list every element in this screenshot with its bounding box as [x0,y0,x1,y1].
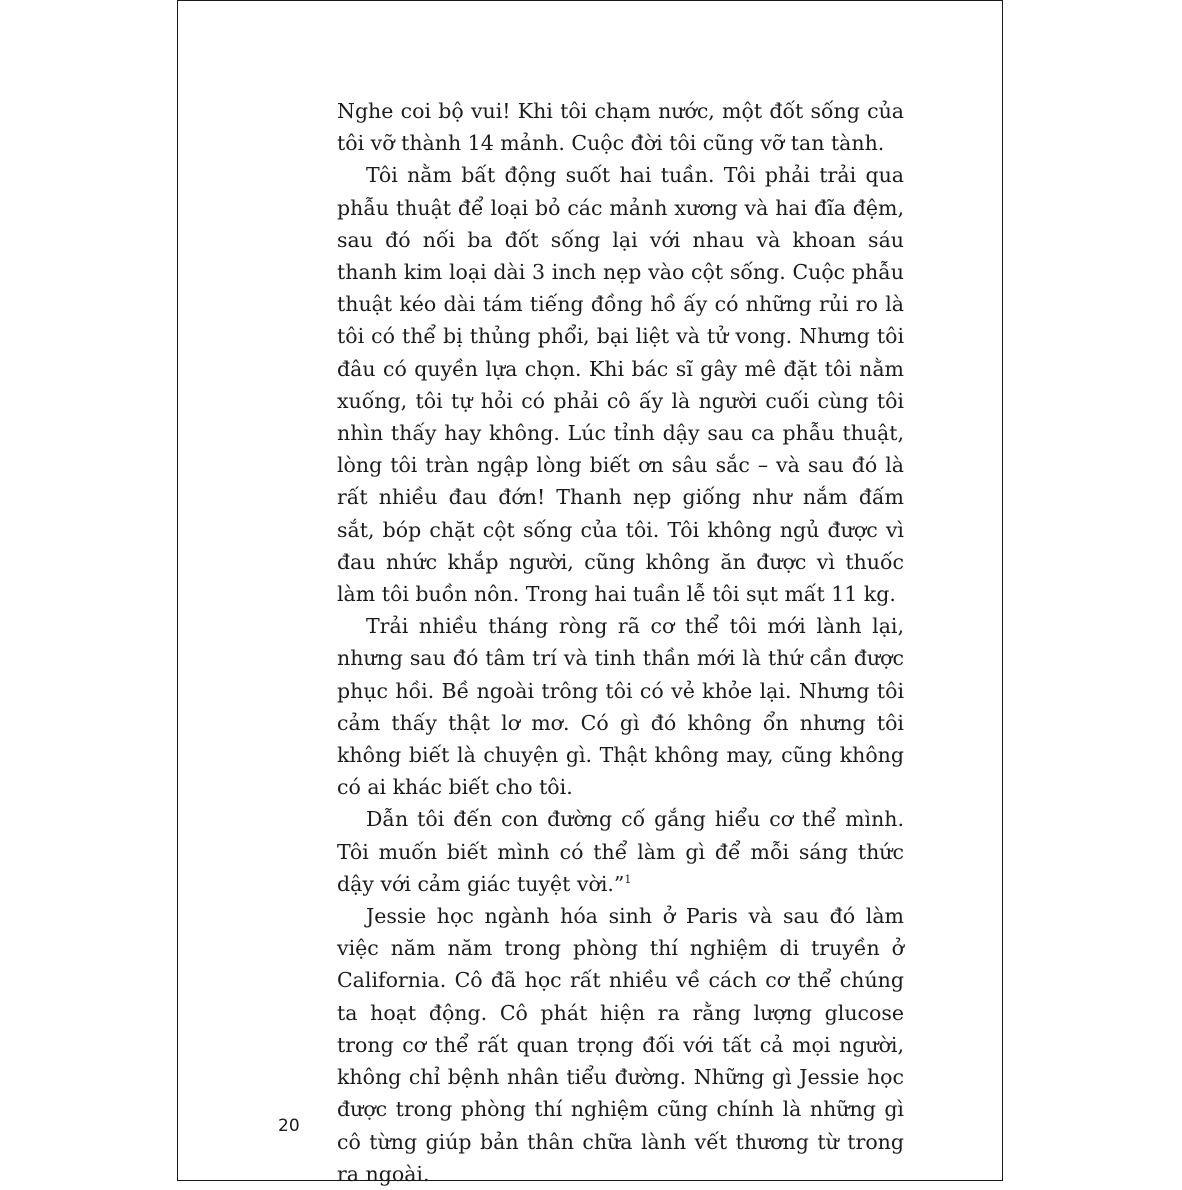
paragraph-4 [337,803,904,900]
paragraph-5: Jessie học ngành hóa sinh ở Paris và sau đó làm việc năm năm trong phòng thí nghiệm di truyền ở California. Cô đã học rất nhiều về cách cơ thể chúng ta hoạt động. Cô phát hiện ra rằng lượng glucose trong cơ thể rất quan trọng đối với tất cả mọi người, không chỉ bệnh nhân tiểu đường. Những gì Jessie học được trong phòng thí nghiệm cũng chính là những gì cô từng giúp bản thân chữa lành vết thương từ trong ra ngoài. [337,904,904,1186]
paragraph-1: Nghe coi bộ vui! Khi tôi chạm nước, một đốt sống của tôi vỡ thành 14 mảnh. Cuộc đời tôi cũng vỡ tan tành. [337,99,904,156]
footnote-marker: 1 [624,873,632,887]
paragraph-2: Tôi nằm bất động suốt hai tuần. Tôi phải trải qua phẫu thuật để loại bỏ các mảnh xương và hai đĩa đệm, sau đó nối ba đốt sống lại với nhau và khoan sáu thanh kim loại dài 3 inch nẹp vào cột sống. Cuộc phẫu thuật kéo dài tám tiếng đồng hồ ấy có những rủi ro là tôi có thể bị thủng phổi, bại liệt và tử vong. Nhưng tôi đâu có quyền lựa chọn. Khi bác sĩ gây mê đặt tôi nằm xuống, tôi tự hỏi có phải cô ấy là người cuối cùng tôi nhìn thấy hay không. Lúc tỉnh dậy sau ca phẫu thuật, lòng tôi tràn ngập lòng biết ơn sâu sắc – và sau đó là rất nhiều đau đớn! Thanh nẹp giống như nắm đấm sắt, bóp chặt cột sống của tôi. Tôi không ngủ được vì đau nhức khắp người, cũng không ăn được vì thuốc làm tôi buồn nôn. Trong hai tuần lễ tôi sụt mất 11 kg. [337,163,904,607]
page-number: 20 [278,1116,300,1136]
paragraph-3: Trải nhiều tháng ròng rã cơ thể tôi mới lành lại, nhưng sau đó tâm trí và tinh thần mới là thứ cần được phục hồi. Bề ngoài trông tôi có vẻ khỏe lại. Nhưng tôi cảm thấy thật lơ mơ. Có gì đó không ổn nhưng tôi không biết là chuyện gì. Thật không may, cũng không có ai khác biết cho tôi. [337,614,904,800]
paragraph-4-text: Dẫn tôi đến con đường cố gắng hiểu cơ thể mình. Tôi muốn biết mình có thể làm gì để mỗi sáng thức dậy với cảm giác tuyệt vời.” [337,807,904,896]
book-page [177,0,1003,1186]
body-text [337,95,904,1190]
